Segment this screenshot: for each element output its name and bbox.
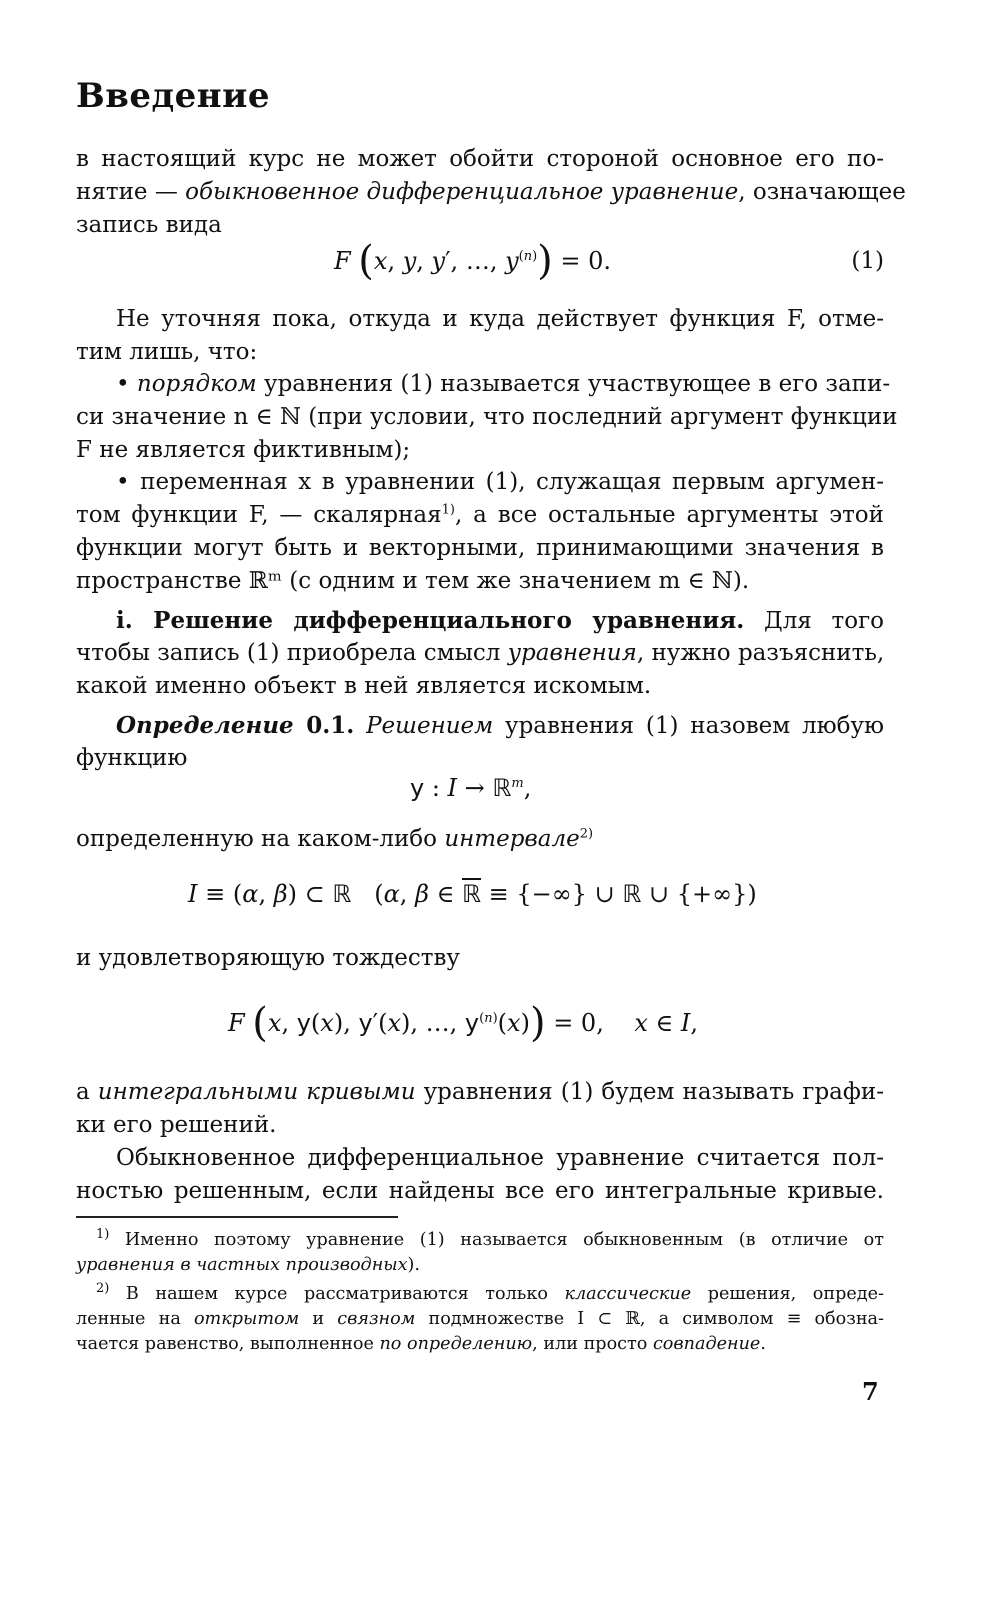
section-line2 <box>76 637 884 670</box>
bullet1-line1 <box>116 368 891 401</box>
equation-number: (1) <box>851 248 884 274</box>
footnote-2-mark: 2) <box>96 1281 110 1297</box>
text: уравнения (1) называется участвующее в его запи- <box>256 371 891 397</box>
text: уравнения (1) будем называть графи- <box>415 1079 884 1105</box>
definition-number: 0.1. <box>293 712 355 739</box>
definition-line4: и удовлетворяющую тождеству <box>76 945 460 971</box>
term-pde: уравнения в частных производных <box>76 1255 408 1275</box>
definition-label: Определение <box>116 712 294 739</box>
footnote-2-line3 <box>76 1332 884 1357</box>
term-open: открытом <box>193 1309 300 1329</box>
para4-line1: Обыкновенное дифференциальное уравнение считается пол- <box>116 1145 884 1171</box>
section-line3: какой именно объект в ней является искомым. <box>76 673 652 699</box>
page-number: 7 <box>862 1377 879 1406</box>
text: Именно поэтому уравнение (1) называется обыкновенным (в отличие от <box>109 1230 884 1250</box>
text: нятие — <box>76 179 186 205</box>
equation-1: F (x, y, y′, …, $y^{(n)}) = 0$. <box>334 238 612 284</box>
term-by-definition: по определению <box>379 1334 533 1354</box>
bullet-icon: • <box>116 469 130 495</box>
term-coincidence: совпадение <box>652 1334 761 1354</box>
text: чтобы запись (1) приобрела смысл <box>76 640 508 666</box>
footnote-2-line1 <box>96 1282 884 1307</box>
para3-line2: ки его решений. <box>76 1112 277 1138</box>
bullet-icon: • <box>116 371 130 397</box>
term-order: порядком <box>136 371 257 397</box>
bullet2-line4: пространстве ℝᵐ (с одним и тем же значением m ∈ ℕ). <box>76 568 750 594</box>
text: , означающее <box>738 179 906 205</box>
footnote-ref-2[interactable]: 2) <box>579 826 594 842</box>
term-classical: классические <box>564 1284 692 1304</box>
bullet2-line3: функции могут быть и векторными, принимающими значения в <box>76 535 884 561</box>
text: , а все остальные аргументы этой <box>455 502 884 528</box>
para2-line1: Не уточняя пока, откуда и куда действует функция F, отме- <box>116 306 884 332</box>
page-heading: Введение <box>76 76 271 116</box>
text: чается равенство, выполненное <box>76 1334 380 1354</box>
text: том функции F, — скалярная <box>76 502 442 528</box>
bullet1-line3: F не является фиктивным); <box>76 437 411 463</box>
term-ode: обыкновенное дифференциальное уравнение <box>185 179 739 205</box>
text: ). <box>407 1255 421 1275</box>
equation-interval: I ≡ (α, β) ⊂ ℝ (α, β ∈ ℝ ≡ {−∞} ∪ ℝ ∪ {+∞}) <box>188 880 757 908</box>
text: ленные на <box>76 1309 194 1329</box>
text: , или просто <box>532 1334 653 1354</box>
definition-line3 <box>76 823 884 856</box>
term-interval: интервале <box>444 826 580 852</box>
text: Для того <box>744 608 884 634</box>
footnote-1-mark: 1) <box>96 1227 110 1243</box>
para1-line1: в настоящий курс не может обойти стороной основное его по- <box>76 146 884 172</box>
footnote-1-line2 <box>76 1253 884 1278</box>
term-connected: связном <box>337 1309 416 1329</box>
bullet2-line2 <box>76 499 884 532</box>
para3-line1 <box>76 1076 884 1109</box>
text: уравнения (1) назовем любую <box>493 713 885 739</box>
bullet2-line1 <box>116 466 884 499</box>
text: и <box>299 1309 338 1329</box>
text: переменная x в уравнении (1), служащая первым аргумен- <box>140 469 884 495</box>
para1-line2 <box>76 176 906 209</box>
text: определенную на каком-либо <box>76 826 445 852</box>
text: В нашем курсе рассматриваются только <box>109 1284 565 1304</box>
definition-line2: функцию <box>76 745 188 771</box>
equation-identity: F (x, y(x), y′(x), …, $y^{(n)}(x)) = 0$, x ∈ I, <box>228 1000 699 1046</box>
section-line1 <box>116 604 884 638</box>
term-solution: Решением <box>366 713 494 739</box>
equation-map: y : I → ℝ$^m$, <box>410 774 532 802</box>
text: а <box>76 1079 98 1105</box>
footnote-1-line1 <box>96 1228 884 1253</box>
text: подмножестве I ⊂ ℝ, а символом ≡ обозна- <box>415 1309 884 1329</box>
section-title: i. Решение дифференциального уравнения. <box>116 607 745 634</box>
footnote-ref-1[interactable]: 1) <box>441 502 455 518</box>
term-integral-curves: интегральными кривыми <box>97 1079 416 1105</box>
term-equation: уравнения <box>507 640 637 666</box>
footnote-2-line2 <box>76 1307 884 1332</box>
text: , нужно разъяснить, <box>636 640 885 666</box>
definition-line1 <box>116 709 884 743</box>
para2-line2: тим лишь, что: <box>76 339 258 365</box>
para4-line2: ностью решенным, если найдены все его интегральные кривые. <box>76 1178 884 1204</box>
para1-line3: запись вида <box>76 212 222 238</box>
bullet1-line2: си значение n ∈ ℕ (при условии, что последний аргумент функции <box>76 404 898 430</box>
text: решения, опреде- <box>691 1284 884 1304</box>
text: . <box>760 1334 766 1354</box>
footnote-divider <box>76 1216 398 1218</box>
